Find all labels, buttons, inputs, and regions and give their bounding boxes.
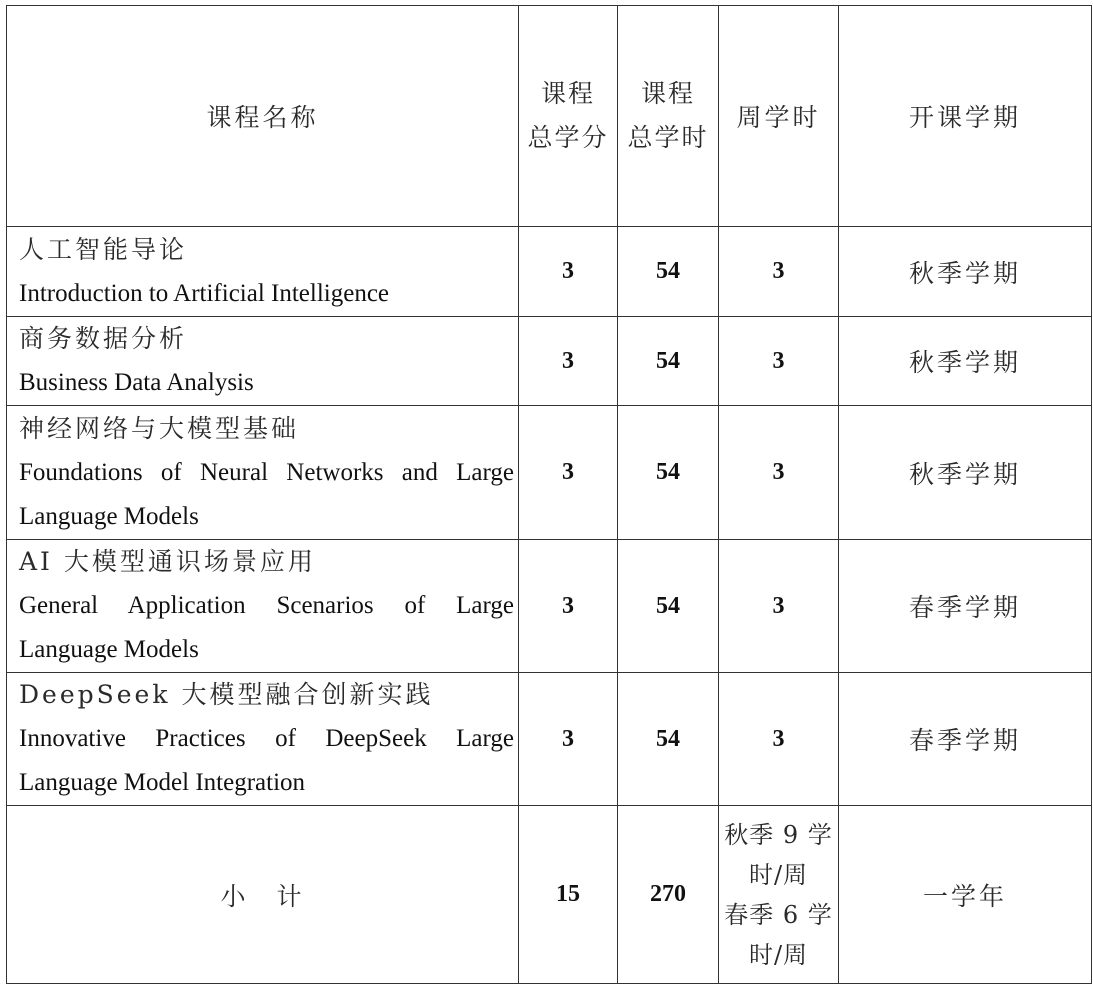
header-course-name: 课程名称 [7, 6, 519, 227]
course-name-cn: 神经网络与大模型基础 [19, 413, 300, 443]
header-credits-line1: 课程 [540, 79, 595, 108]
header-credits-line2: 总学分 [527, 123, 609, 152]
table-row [7, 227, 1092, 317]
course-term: 秋季学期 [839, 317, 1092, 406]
course-name-cn: AI 大模型通识场景应用 [19, 547, 316, 576]
course-hours: 54 [618, 406, 719, 540]
course-name-cell [7, 227, 519, 317]
course-credits: 3 [519, 317, 618, 406]
subtotal-term: 一学年 [839, 806, 1092, 984]
table-row [7, 540, 1092, 673]
subtotal-weekly-line: 秋季 9 学 [724, 820, 833, 849]
subtotal-hours: 270 [618, 806, 719, 984]
header-row [7, 6, 1092, 227]
course-name-cn: 人工智能导论 [19, 234, 188, 264]
table-row [7, 317, 1092, 406]
subtotal-credits: 15 [519, 806, 618, 984]
course-weekly-hours: 3 [719, 540, 839, 673]
course-term: 秋季学期 [839, 406, 1092, 540]
subtotal-weekly-line: 时/周 [748, 940, 809, 969]
course-hours: 54 [618, 673, 719, 806]
subtotal-weekly-line: 时/周 [748, 860, 809, 889]
subtotal-weekly-hours [719, 806, 839, 984]
course-name-cell [7, 673, 519, 806]
header-term: 开课学期 [839, 6, 1092, 227]
header-weekly-hours: 周学时 [719, 6, 839, 227]
course-term: 春季学期 [839, 540, 1092, 673]
subtotal-label: 小 计 [7, 806, 519, 984]
table-row [7, 406, 1092, 540]
header-hours-line2: 总学时 [627, 123, 709, 152]
course-term: 春季学期 [839, 673, 1092, 806]
course-name-en: Innovative Practices of DeepSeek Large Language Model Integration [19, 725, 514, 796]
course-credits: 3 [519, 540, 618, 673]
course-table [6, 5, 1092, 984]
course-name-cell [7, 317, 519, 406]
header-total-hours [618, 6, 719, 227]
course-weekly-hours: 3 [719, 406, 839, 540]
course-weekly-hours: 3 [719, 673, 839, 806]
course-hours: 54 [618, 540, 719, 673]
course-credits: 3 [519, 227, 618, 317]
course-name-cn: DeepSeek 大模型融合创新实践 [19, 680, 434, 709]
course-name-en: General Application Scenarios of Large Language Models [19, 592, 514, 663]
course-name-cell [7, 540, 519, 673]
course-name-en: Foundations of Neural Networks and Large Language Models [19, 458, 514, 530]
header-hours-line1: 课程 [640, 79, 695, 108]
course-credits: 3 [519, 406, 618, 540]
course-name-en: Introduction to Artificial Intelligence [19, 279, 390, 307]
course-term: 秋季学期 [839, 227, 1092, 317]
subtotal-row [7, 806, 1092, 984]
subtotal-weekly-line: 春季 6 学 [724, 900, 833, 929]
header-total-credits [519, 6, 618, 227]
table-row [7, 673, 1092, 806]
course-hours: 54 [618, 317, 719, 406]
course-weekly-hours: 3 [719, 317, 839, 406]
course-weekly-hours: 3 [719, 227, 839, 317]
course-hours: 54 [618, 227, 719, 317]
course-name-en: Business Data Analysis [19, 369, 254, 396]
course-credits: 3 [519, 673, 618, 806]
course-name-cell [7, 406, 519, 540]
course-name-cn: 商务数据分析 [19, 324, 188, 353]
